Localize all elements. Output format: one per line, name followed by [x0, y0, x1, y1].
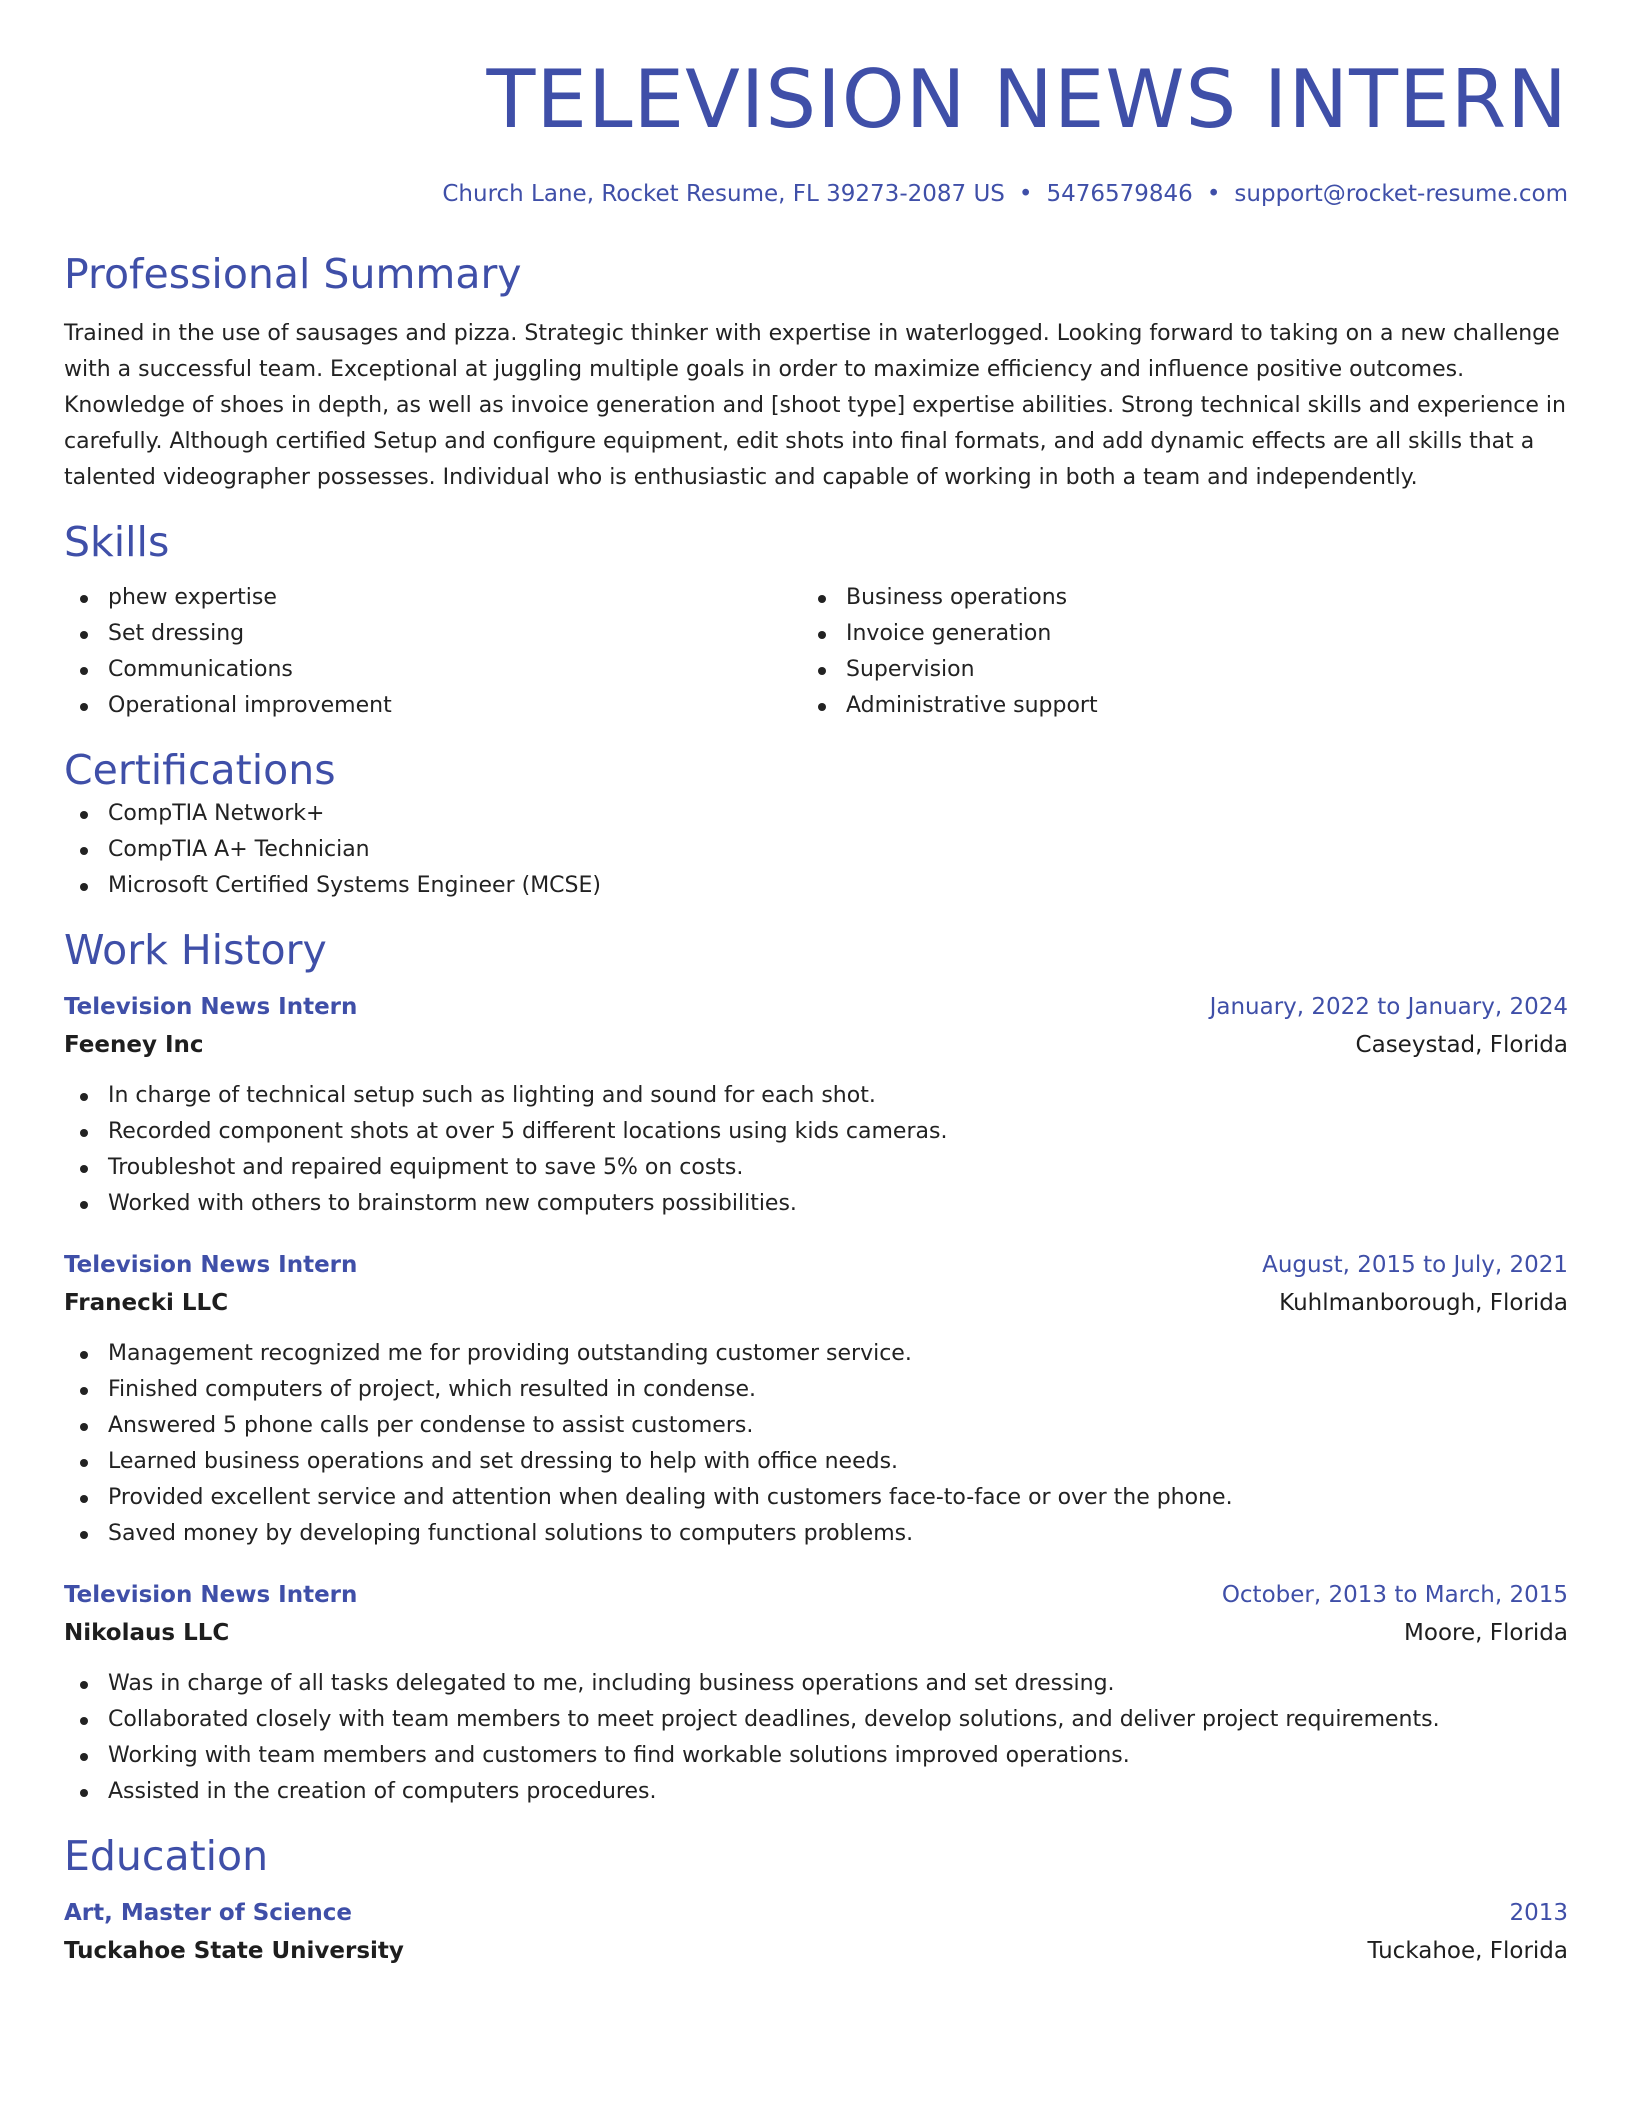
- job-bullets: [64, 1336, 1568, 1552]
- section-title-certifications: Certifications: [64, 746, 336, 794]
- skill-item: phew expertise: [64, 580, 802, 616]
- job-bullet: Recorded component shots at over 5 different locations using kids cameras.: [64, 1114, 1568, 1150]
- job-bullet: Working with team members and customers to find workable solutions improved operations.: [64, 1738, 1568, 1774]
- job-bullets: [64, 1666, 1568, 1810]
- certifications-list: [64, 796, 1568, 904]
- job-dates: August, 2015 to July, 2021: [1262, 1252, 1568, 1278]
- certification-item: CompTIA A+ Technician: [64, 832, 1568, 868]
- job-company: Nikolaus LLC: [64, 1620, 230, 1646]
- job-company-row: [64, 1284, 1568, 1322]
- skills-list-right: [802, 580, 1540, 724]
- job-header-row: [64, 1246, 1568, 1284]
- skills-grid: [64, 580, 1568, 724]
- job-bullet: Worked with others to brainstorm new computers possibilities.: [64, 1186, 1568, 1222]
- skill-item: Supervision: [802, 652, 1540, 688]
- job-title: Television News Intern: [64, 1582, 358, 1608]
- job-bullet: Management recognized me for providing outstanding customer service.: [64, 1336, 1568, 1372]
- resume-header: [64, 52, 1568, 210]
- job-bullet: Provided excellent service and attention when dealing with customers face-to-face or over the phone.: [64, 1480, 1568, 1516]
- job-bullet: Collaborated closely with team members to meet project deadlines, develop solutions, and deliver project requirements.: [64, 1702, 1568, 1738]
- job-bullet: Finished computers of project, which resulted in condense.: [64, 1372, 1568, 1408]
- section-title-skills: Skills: [64, 518, 170, 566]
- certification-item: CompTIA Network+: [64, 796, 1568, 832]
- job-company-row: [64, 1614, 1568, 1652]
- job-entry: [64, 988, 1568, 1222]
- job-company: Feeney Inc: [64, 1032, 204, 1058]
- contact-email[interactable]: support@rocket-resume.com: [1234, 181, 1568, 207]
- skill-item: Operational improvement: [64, 688, 802, 724]
- job-bullets: [64, 1078, 1568, 1222]
- job-entry: [64, 1246, 1568, 1552]
- job-company: Franecki LLC: [64, 1290, 229, 1316]
- skills-list-left: [64, 580, 802, 724]
- contact-line: [64, 178, 1568, 210]
- education-year: 2013: [1509, 1900, 1568, 1926]
- job-bullet: Answered 5 phone calls per condense to assist customers.: [64, 1408, 1568, 1444]
- job-header-row: [64, 1576, 1568, 1614]
- education-entry: [64, 1894, 1568, 1970]
- skill-item: Set dressing: [64, 616, 802, 652]
- section-title-education: Education: [64, 1832, 269, 1880]
- section-title-work-history: Work History: [64, 926, 327, 974]
- contact-phone: 5476579846: [1046, 181, 1193, 207]
- job-company-row: [64, 1026, 1568, 1064]
- certification-item: Microsoft Certified Systems Engineer (MCSE): [64, 868, 1568, 904]
- skill-item: Administrative support: [802, 688, 1540, 724]
- section-title-summary: Professional Summary: [64, 250, 522, 298]
- summary-text: Trained in the use of sausages and pizza. Strategic thinker with expertise in waterlogged. Looking forward to taking on a new challenge with a successful team. Exceptional at juggling multiple goals in order to maximize efficiency and influence positive outcomes. Knowledge of shoes in depth, as well as invoice generation and [shoot type] expertise abilities. Strong technical skills and experience in carefully. Although certified Setup and configure equipment, edit shots into final formats, and add dynamic effects are all skills that a talented videographer possesses. Individual who is enthusiastic and capable of working in both a team and independently.: [64, 321, 1566, 490]
- skill-item: Communications: [64, 652, 802, 688]
- job-bullet: Saved money by developing functional solutions to computers problems.: [64, 1516, 1568, 1552]
- education-header-row: [64, 1894, 1568, 1932]
- contact-address: Church Lane, Rocket Resume, FL 39273-2087 US: [442, 181, 1005, 207]
- candidate-name: TELEVISION NEWS INTERN: [486, 53, 1568, 146]
- job-bullet: Assisted in the creation of computers procedures.: [64, 1774, 1568, 1810]
- skill-item: Business operations: [802, 580, 1540, 616]
- job-dates: January, 2022 to January, 2024: [1209, 994, 1568, 1020]
- job-bullet: Was in charge of all tasks delegated to me, including business operations and set dressing.: [64, 1666, 1568, 1702]
- job-header-row: [64, 988, 1568, 1026]
- job-title: Television News Intern: [64, 1252, 358, 1278]
- contact-separator: •: [1018, 181, 1033, 207]
- education-school-row: [64, 1932, 1568, 1970]
- job-title: Television News Intern: [64, 994, 358, 1020]
- job-bullet: Troubleshot and repaired equipment to save 5% on costs.: [64, 1150, 1568, 1186]
- job-bullet: Learned business operations and set dressing to help with office needs.: [64, 1444, 1568, 1480]
- job-location: Kuhlmanborough, Florida: [1279, 1290, 1568, 1316]
- job-location: Caseystad, Florida: [1355, 1032, 1568, 1058]
- education-school: Tuckahoe State University: [64, 1938, 404, 1964]
- job-dates: October, 2013 to March, 2015: [1221, 1582, 1568, 1608]
- education-degree: Art, Master of Science: [64, 1900, 353, 1926]
- education-location: Tuckahoe, Florida: [1367, 1938, 1568, 1964]
- job-bullet: In charge of technical setup such as lighting and sound for each shot.: [64, 1078, 1568, 1114]
- skill-item: Invoice generation: [802, 616, 1540, 652]
- contact-separator: •: [1206, 181, 1221, 207]
- job-location: Moore, Florida: [1404, 1620, 1568, 1646]
- job-entry: [64, 1576, 1568, 1810]
